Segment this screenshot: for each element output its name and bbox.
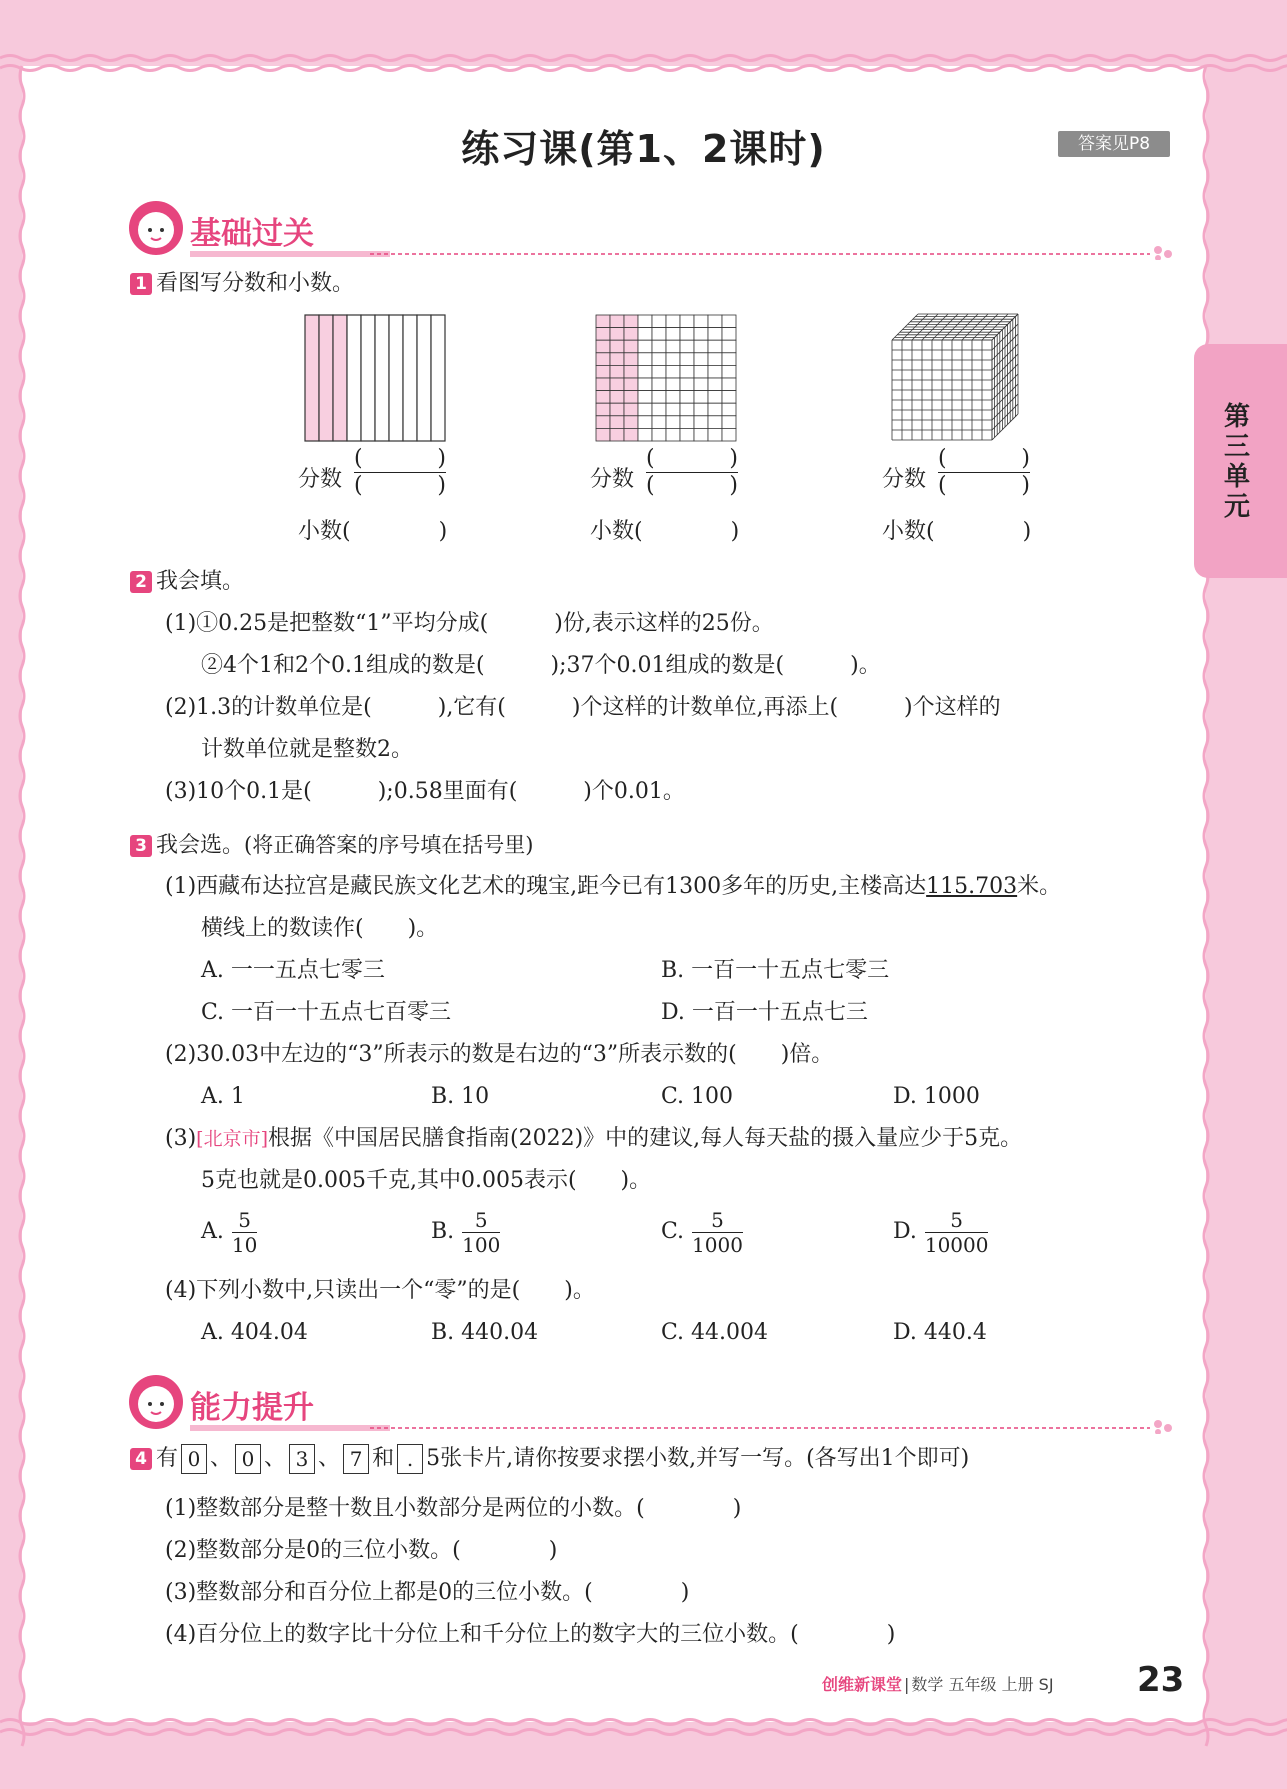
grid-cell (680, 328, 694, 341)
grid-cell (708, 328, 722, 341)
grid-cell (638, 340, 652, 353)
grid-cell (610, 340, 624, 353)
unit-tab-label: 第三单元 (1224, 402, 1251, 522)
grid-cell (694, 353, 708, 366)
question-2-line-4: 计数单位就是整数2。 (201, 737, 413, 762)
question-2-title (130, 567, 244, 597)
option-letter: A. (201, 1219, 224, 1244)
grid-cell (596, 328, 610, 341)
grid-cell (624, 428, 638, 441)
page-number: 23 (1137, 1660, 1185, 1700)
grid-cell (680, 315, 694, 328)
grid-cell (722, 428, 736, 441)
option-c[interactable]: C. 一百一十五点七百零三 (201, 1000, 452, 1025)
section-title-basic: 基础过关 (190, 216, 314, 252)
fraction-value (692, 1208, 743, 1257)
question-text: 5张卡片,请你按要求摆小数,并写一写。(各写出1个即可) (426, 1446, 970, 1471)
separator: 、 (264, 1446, 287, 1471)
digit-card: 7 (343, 1444, 369, 1474)
grid-cell (694, 315, 708, 328)
grid-cell (638, 403, 652, 416)
numerator: 5 (232, 1208, 257, 1233)
strip-cell (319, 315, 333, 441)
grid-cell (666, 340, 680, 353)
tenths-strip-figure (304, 314, 446, 442)
footer-separator: | (904, 1675, 910, 1694)
option-d[interactable]: D. 一百一十五点七三 (661, 1000, 868, 1025)
grid-cell (652, 315, 666, 328)
numerator: 5 (925, 1208, 989, 1233)
digit-card: 3 (289, 1444, 315, 1474)
decimal-parentheses: ( ) (342, 519, 448, 544)
grid-cell (694, 340, 708, 353)
grid-cell (694, 378, 708, 391)
question-4-item-2: (2)整数部分是0的三位小数。( ) (165, 1538, 558, 1563)
grid-cell (722, 328, 736, 341)
grid-cell (610, 403, 624, 416)
fraction-decimal-blank (882, 446, 1042, 546)
grid-cell (722, 365, 736, 378)
option-b[interactable]: B. 440.04 (431, 1320, 539, 1345)
grid-cell (638, 428, 652, 441)
footer-info (822, 1672, 1054, 1695)
underlined-number: 115.703 (926, 874, 1018, 899)
grid-cell (666, 428, 680, 441)
grid-cell (680, 353, 694, 366)
grid-cell (624, 328, 638, 341)
fraction-value (925, 1208, 989, 1257)
question-number: 4 (130, 1448, 152, 1470)
grid-cell (652, 328, 666, 341)
fraction-answer-field[interactable]: ( ) ( ) (646, 446, 738, 498)
decimal-label: 小数 (882, 519, 927, 544)
question-3-part-3 (165, 1124, 1022, 1154)
grid-cell (708, 378, 722, 391)
fraction-decimal-blank (590, 446, 750, 546)
grid-cell (610, 328, 624, 341)
denominator: 1000 (692, 1232, 743, 1257)
grid-cell (652, 391, 666, 404)
fraction-option-c[interactable] (661, 1206, 743, 1258)
grid-cell (610, 365, 624, 378)
section-underline (190, 244, 1190, 260)
decimal-label: 小数 (298, 519, 343, 544)
section-header-basic (128, 200, 1168, 260)
grid-cell (596, 353, 610, 366)
grid-cell (694, 365, 708, 378)
option-d[interactable]: D. 1000 (893, 1084, 980, 1109)
digit-card: 0 (181, 1444, 207, 1474)
fraction-option-a[interactable] (201, 1206, 257, 1258)
grid-cell (610, 416, 624, 429)
grid-cell (722, 403, 736, 416)
question-2-line-1: (1)①0.25是把整数“1”平均分成( )份,表示这样的25份。 (165, 611, 774, 636)
cube-side-face (992, 314, 1018, 440)
fraction-decimal-blank (298, 446, 458, 546)
question-3-part-2: (2)30.03中左边的“3”所表示的数是右边的“3”所表示数的( )倍。 (165, 1042, 834, 1067)
grid-cell (708, 315, 722, 328)
grid-cell (638, 391, 652, 404)
fraction-label: 分数 (298, 467, 343, 492)
numerator: 5 (462, 1208, 500, 1233)
grid-cell (680, 428, 694, 441)
grid-cell (610, 428, 624, 441)
answer-reference-badge: 答案见P8 (1058, 131, 1170, 157)
grid-cell (666, 315, 680, 328)
grid-cell (680, 378, 694, 391)
boy-avatar-icon (128, 1374, 184, 1430)
grid-cell (708, 428, 722, 441)
grid-cell (596, 416, 610, 429)
section-title-advanced: 能力提升 (190, 1390, 314, 1426)
grid-cell (624, 378, 638, 391)
section-underline (190, 1418, 1190, 1434)
question-prefix: 有 (156, 1446, 179, 1471)
grid-cell (596, 391, 610, 404)
question-text: 我会选。 (156, 833, 245, 858)
grid-cell (596, 403, 610, 416)
grid-cell (708, 416, 722, 429)
grid-cell (666, 365, 680, 378)
part-prefix: (3) (165, 1126, 197, 1151)
grid-cell (624, 353, 638, 366)
decimal-answer-field[interactable] (590, 514, 739, 545)
grid-cell (666, 403, 680, 416)
grid-cell (680, 391, 694, 404)
grid-cell (680, 340, 694, 353)
decimal-label: 小数 (590, 519, 635, 544)
grid-cell (638, 378, 652, 391)
question-number: 2 (130, 571, 152, 593)
grid-cell (722, 416, 736, 429)
page-title: 练习课(第1、2课时) (461, 127, 826, 171)
question-3-part-3-line-2: 5克也就是0.005千克,其中0.005表示( )。 (201, 1168, 652, 1193)
grid-cell (596, 315, 610, 328)
grid-cell (666, 391, 680, 404)
grid-cell (638, 416, 652, 429)
grid-cell (652, 378, 666, 391)
option-a[interactable]: A. 1 (201, 1084, 245, 1109)
footer-brand: 创维新课堂 (822, 1675, 903, 1694)
grid-cell (596, 340, 610, 353)
grid-cell (708, 391, 722, 404)
question-note: (将正确答案的序号填在括号里) (244, 833, 534, 857)
separator: 、 (318, 1446, 341, 1471)
grid-cell (694, 403, 708, 416)
grid-cell (722, 353, 736, 366)
question-3-part-1-line-2: 横线上的数读作( )。 (201, 916, 439, 941)
grid-cell (694, 328, 708, 341)
strip-cell (389, 315, 403, 441)
grid-cell (708, 353, 722, 366)
fraction-value (462, 1208, 500, 1257)
option-b[interactable]: B. 10 (431, 1084, 490, 1109)
fraction-answer-field[interactable]: ( ) ( ) (938, 446, 1030, 498)
grid-cell (652, 365, 666, 378)
question-2-line-3: (2)1.3的计数单位是( ),它有( )个这样的计数单位,再添上( )个这样的 (165, 695, 1001, 720)
grid-cell (708, 365, 722, 378)
option-letter: C. (661, 1219, 685, 1244)
decimal-answer-field[interactable] (882, 514, 1031, 545)
conjunction: 和 (372, 1446, 395, 1471)
grid-cell (708, 340, 722, 353)
denominator: 10000 (924, 1232, 989, 1257)
question-1-title (130, 269, 354, 299)
question-3-part-4: (4)下列小数中,只读出一个“零”的是( )。 (165, 1278, 595, 1303)
question-3-title (130, 830, 533, 861)
grid-cell (652, 403, 666, 416)
grid-cell (610, 353, 624, 366)
grid-cell (694, 428, 708, 441)
cube-top-face (892, 314, 1018, 340)
question-number: 3 (130, 835, 152, 857)
option-c[interactable]: C. 100 (661, 1084, 734, 1109)
grid-cell (680, 403, 694, 416)
thousandths-cube-figure (890, 312, 1020, 444)
fraction-answer-field[interactable]: ( ) ( ) (354, 446, 446, 498)
grid-cell (666, 416, 680, 429)
strip-cell (361, 315, 375, 441)
hundredths-grid-figure (595, 314, 737, 442)
numerator: 5 (692, 1208, 743, 1233)
grid-cell (652, 340, 666, 353)
question-2-line-5: (3)10个0.1是( );0.58里面有( )个0.01。 (165, 779, 685, 804)
grid-cell (596, 428, 610, 441)
grid-cell (722, 315, 736, 328)
grid-cell (680, 365, 694, 378)
strip-cell (333, 315, 347, 441)
grid-cell (666, 328, 680, 341)
point-card: . (397, 1444, 423, 1474)
strip-cell (305, 315, 319, 441)
decimal-parentheses: ( ) (634, 519, 740, 544)
fraction-value (232, 1208, 257, 1257)
question-2-line-2: ②4个1和2个0.1组成的数是( );37个0.01组成的数是( )。 (201, 653, 881, 678)
region-tag: [北京市] (196, 1128, 268, 1150)
grid-cell (652, 416, 666, 429)
denominator: 100 (462, 1232, 501, 1257)
fraction-label: 分数 (882, 467, 927, 492)
option-d[interactable]: D. 440.4 (893, 1320, 987, 1345)
grid-cell (722, 391, 736, 404)
grid-cell (680, 416, 694, 429)
option-c[interactable]: C. 44.004 (661, 1320, 769, 1345)
cube-front-face (892, 340, 992, 440)
separator: 、 (210, 1446, 233, 1471)
option-a[interactable]: A. 404.04 (201, 1320, 308, 1345)
section-header-advanced (128, 1374, 1168, 1434)
grid-cell (610, 378, 624, 391)
part-text: 根据《中国居民膳食指南(2022)》中的建议,每人每天盐的摄入量应少于5克。 (268, 1126, 1023, 1151)
grid-cell (596, 378, 610, 391)
question-3-part-1 (165, 872, 1061, 902)
strip-cell (403, 315, 417, 441)
decimal-answer-field[interactable] (298, 514, 447, 545)
grid-cell (624, 340, 638, 353)
strip-cell (431, 315, 445, 441)
decimal-parentheses: ( ) (926, 519, 1032, 544)
unit-side-tab (1194, 344, 1287, 578)
grid-cell (624, 416, 638, 429)
grid-cell (652, 353, 666, 366)
fraction-label: 分数 (590, 467, 635, 492)
question-4-item-4: (4)百分位上的数字比十分位上和千分位上的数字大的三位小数。( ) (165, 1622, 896, 1647)
grid-cell (722, 378, 736, 391)
strip-cell (417, 315, 431, 441)
grid-cell (610, 391, 624, 404)
grid-cell (666, 378, 680, 391)
girl-avatar-icon (128, 200, 184, 256)
grid-cell (638, 328, 652, 341)
grid-cell (624, 315, 638, 328)
grid-cell (624, 365, 638, 378)
grid-cell (652, 428, 666, 441)
grid-cell (694, 391, 708, 404)
grid-cell (638, 365, 652, 378)
grid-cell (708, 403, 722, 416)
strip-cell (347, 315, 361, 441)
fraction-option-d[interactable] (893, 1206, 988, 1258)
option-letter: B. (431, 1219, 455, 1244)
digit-card: 0 (235, 1444, 261, 1474)
fraction-option-b[interactable] (431, 1206, 500, 1258)
grid-cell (610, 315, 624, 328)
footer-book-info: 数学 五年级 上册 SJ (911, 1675, 1054, 1694)
question-4-title (130, 1444, 969, 1474)
option-b[interactable]: B. 一百一十五点七零三 (661, 958, 890, 983)
question-number: 1 (130, 273, 152, 295)
question-text: 我会填。 (156, 569, 245, 594)
option-a[interactable]: A. 一一五点七零三 (201, 958, 385, 983)
grid-cell (722, 340, 736, 353)
part-text-end: 米。 (1017, 874, 1062, 899)
question-text: 看图写分数和小数。 (156, 271, 355, 296)
option-letter: D. (893, 1219, 917, 1244)
part-text: (1)西藏布达拉宫是藏民族文化艺术的瑰宝,距今已有1300多年的历史,主楼高达 (165, 874, 927, 899)
strip-cell (375, 315, 389, 441)
grid-cell (694, 416, 708, 429)
grid-cell (638, 353, 652, 366)
grid-cell (624, 403, 638, 416)
grid-cell (666, 353, 680, 366)
grid-cell (638, 315, 652, 328)
grid-cell (596, 365, 610, 378)
question-4-item-1: (1)整数部分是整十数且小数部分是两位的小数。( ) (165, 1496, 742, 1521)
grid-cell (624, 391, 638, 404)
question-4-item-3: (3)整数部分和百分位上都是0的三位小数。( ) (165, 1580, 690, 1605)
denominator: 10 (231, 1232, 258, 1257)
